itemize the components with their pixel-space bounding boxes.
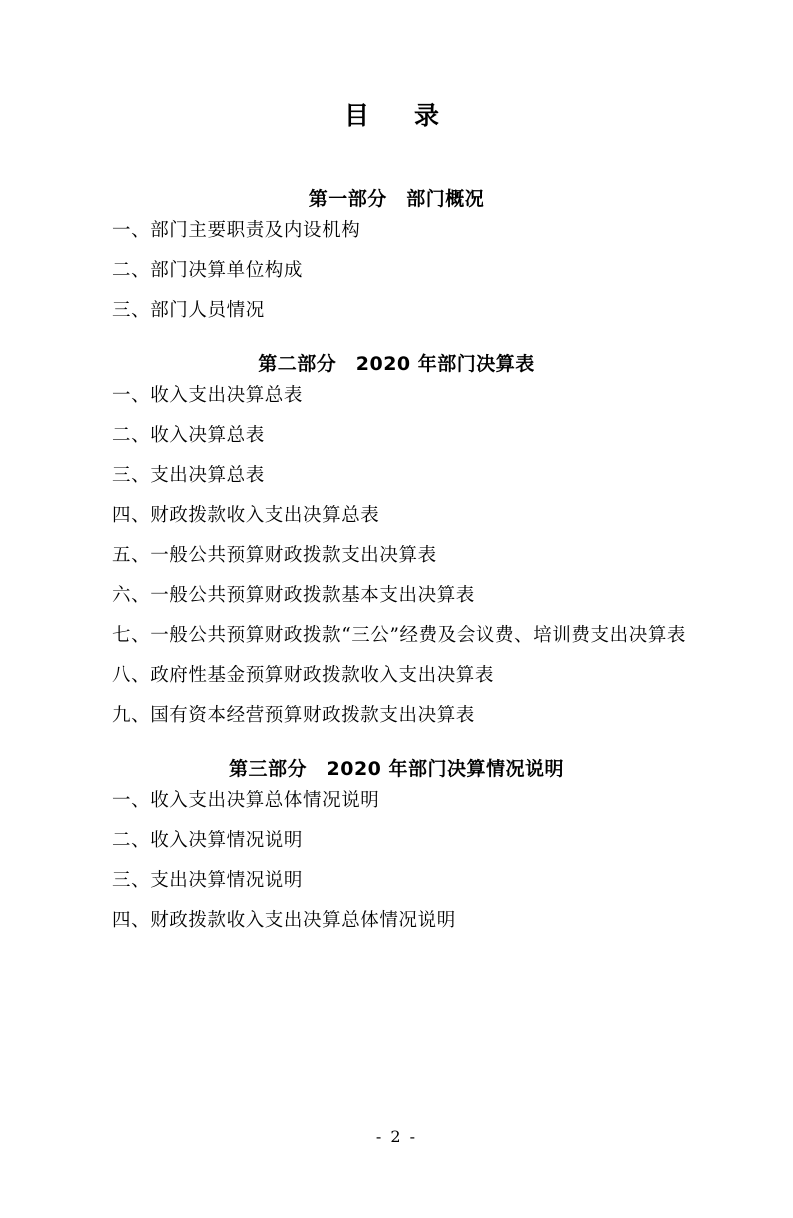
toc-entry-label: 部门决算单位构成 <box>150 260 304 281</box>
toc-entry-number: 一、 <box>112 220 151 241</box>
toc-entry-label: 收入决算情况说明 <box>150 830 304 851</box>
toc-entry-label: 收入支出决算总体情况说明 <box>150 790 380 811</box>
toc-entry-label: 收入支出决算总表 <box>150 385 304 406</box>
toc-entry-number: 二、 <box>112 425 151 446</box>
toc-entry-label: 支出决算总表 <box>150 465 265 486</box>
toc-entry-number: 一、 <box>112 790 151 811</box>
toc-entry[interactable] <box>0 376 793 416</box>
toc-list-part-1 <box>0 211 793 331</box>
toc-entry[interactable] <box>0 861 793 901</box>
toc-entry[interactable] <box>0 781 793 821</box>
toc-list-part-3 <box>0 781 793 941</box>
toc-entry[interactable] <box>0 821 793 861</box>
toc-entry-number: 一、 <box>112 385 151 406</box>
toc-entry-label: 支出决算情况说明 <box>150 870 304 891</box>
toc-entry-label: 部门主要职责及内设机构 <box>150 220 361 241</box>
toc-entry-label: 一般公共预算财政拨款基本支出决算表 <box>150 585 475 606</box>
toc-entry-number: 四、 <box>112 505 151 526</box>
toc-entry-number: 八、 <box>112 665 151 686</box>
section-heading-part-1: 第一部分 部门概况 <box>308 188 485 210</box>
page-number: - 2 - <box>375 1127 418 1146</box>
toc-entry[interactable] <box>0 496 793 536</box>
toc-entry-label: 政府性基金预算财政拨款收入支出决算表 <box>150 665 495 686</box>
document-page <box>0 96 793 1218</box>
toc-entry[interactable] <box>0 901 793 941</box>
toc-entry-number: 五、 <box>112 545 151 566</box>
toc-entry[interactable] <box>0 616 793 656</box>
toc-entry[interactable] <box>0 656 793 696</box>
toc-entry[interactable] <box>0 576 793 616</box>
toc-entry-label: 财政拨款收入支出决算总体情况说明 <box>150 910 456 931</box>
toc-entry-number: 三、 <box>112 465 151 486</box>
section-heading-part-2: 第二部分 2020 年部门决算表 <box>258 353 535 375</box>
toc-entry-label: 国有资本经营预算财政拨款支出决算表 <box>150 705 475 726</box>
toc-entry[interactable] <box>0 456 793 496</box>
toc-entry-label: 收入决算总表 <box>150 425 265 446</box>
toc-entry-number: 三、 <box>112 300 151 321</box>
toc-entry-number: 三、 <box>112 870 151 891</box>
toc-entry-label: 财政拨款收入支出决算总表 <box>150 505 380 526</box>
toc-entry-number: 七、 <box>112 625 151 646</box>
toc-entry-label: 部门人员情况 <box>150 300 265 321</box>
toc-entry-label: 一般公共预算财政拨款“三公”经费及会议费、培训费支出决算表 <box>150 625 687 646</box>
toc-list-part-2 <box>0 376 793 736</box>
toc-entry-number: 二、 <box>112 260 151 281</box>
toc-entry[interactable] <box>0 251 793 291</box>
toc-entry-number: 六、 <box>112 585 151 606</box>
page-title: 目 录 <box>343 101 449 130</box>
toc-entry[interactable] <box>0 416 793 456</box>
toc-entry-number: 九、 <box>112 705 151 726</box>
toc-entry[interactable] <box>0 291 793 331</box>
toc-entry[interactable] <box>0 211 793 251</box>
toc-entry-number: 四、 <box>112 910 151 931</box>
toc-entry[interactable] <box>0 536 793 576</box>
toc-entry[interactable] <box>0 696 793 736</box>
toc-entry-number: 二、 <box>112 830 151 851</box>
section-heading-part-3: 第三部分 2020 年部门决算情况说明 <box>229 758 564 780</box>
toc-entry-label: 一般公共预算财政拨款支出决算表 <box>150 545 437 566</box>
